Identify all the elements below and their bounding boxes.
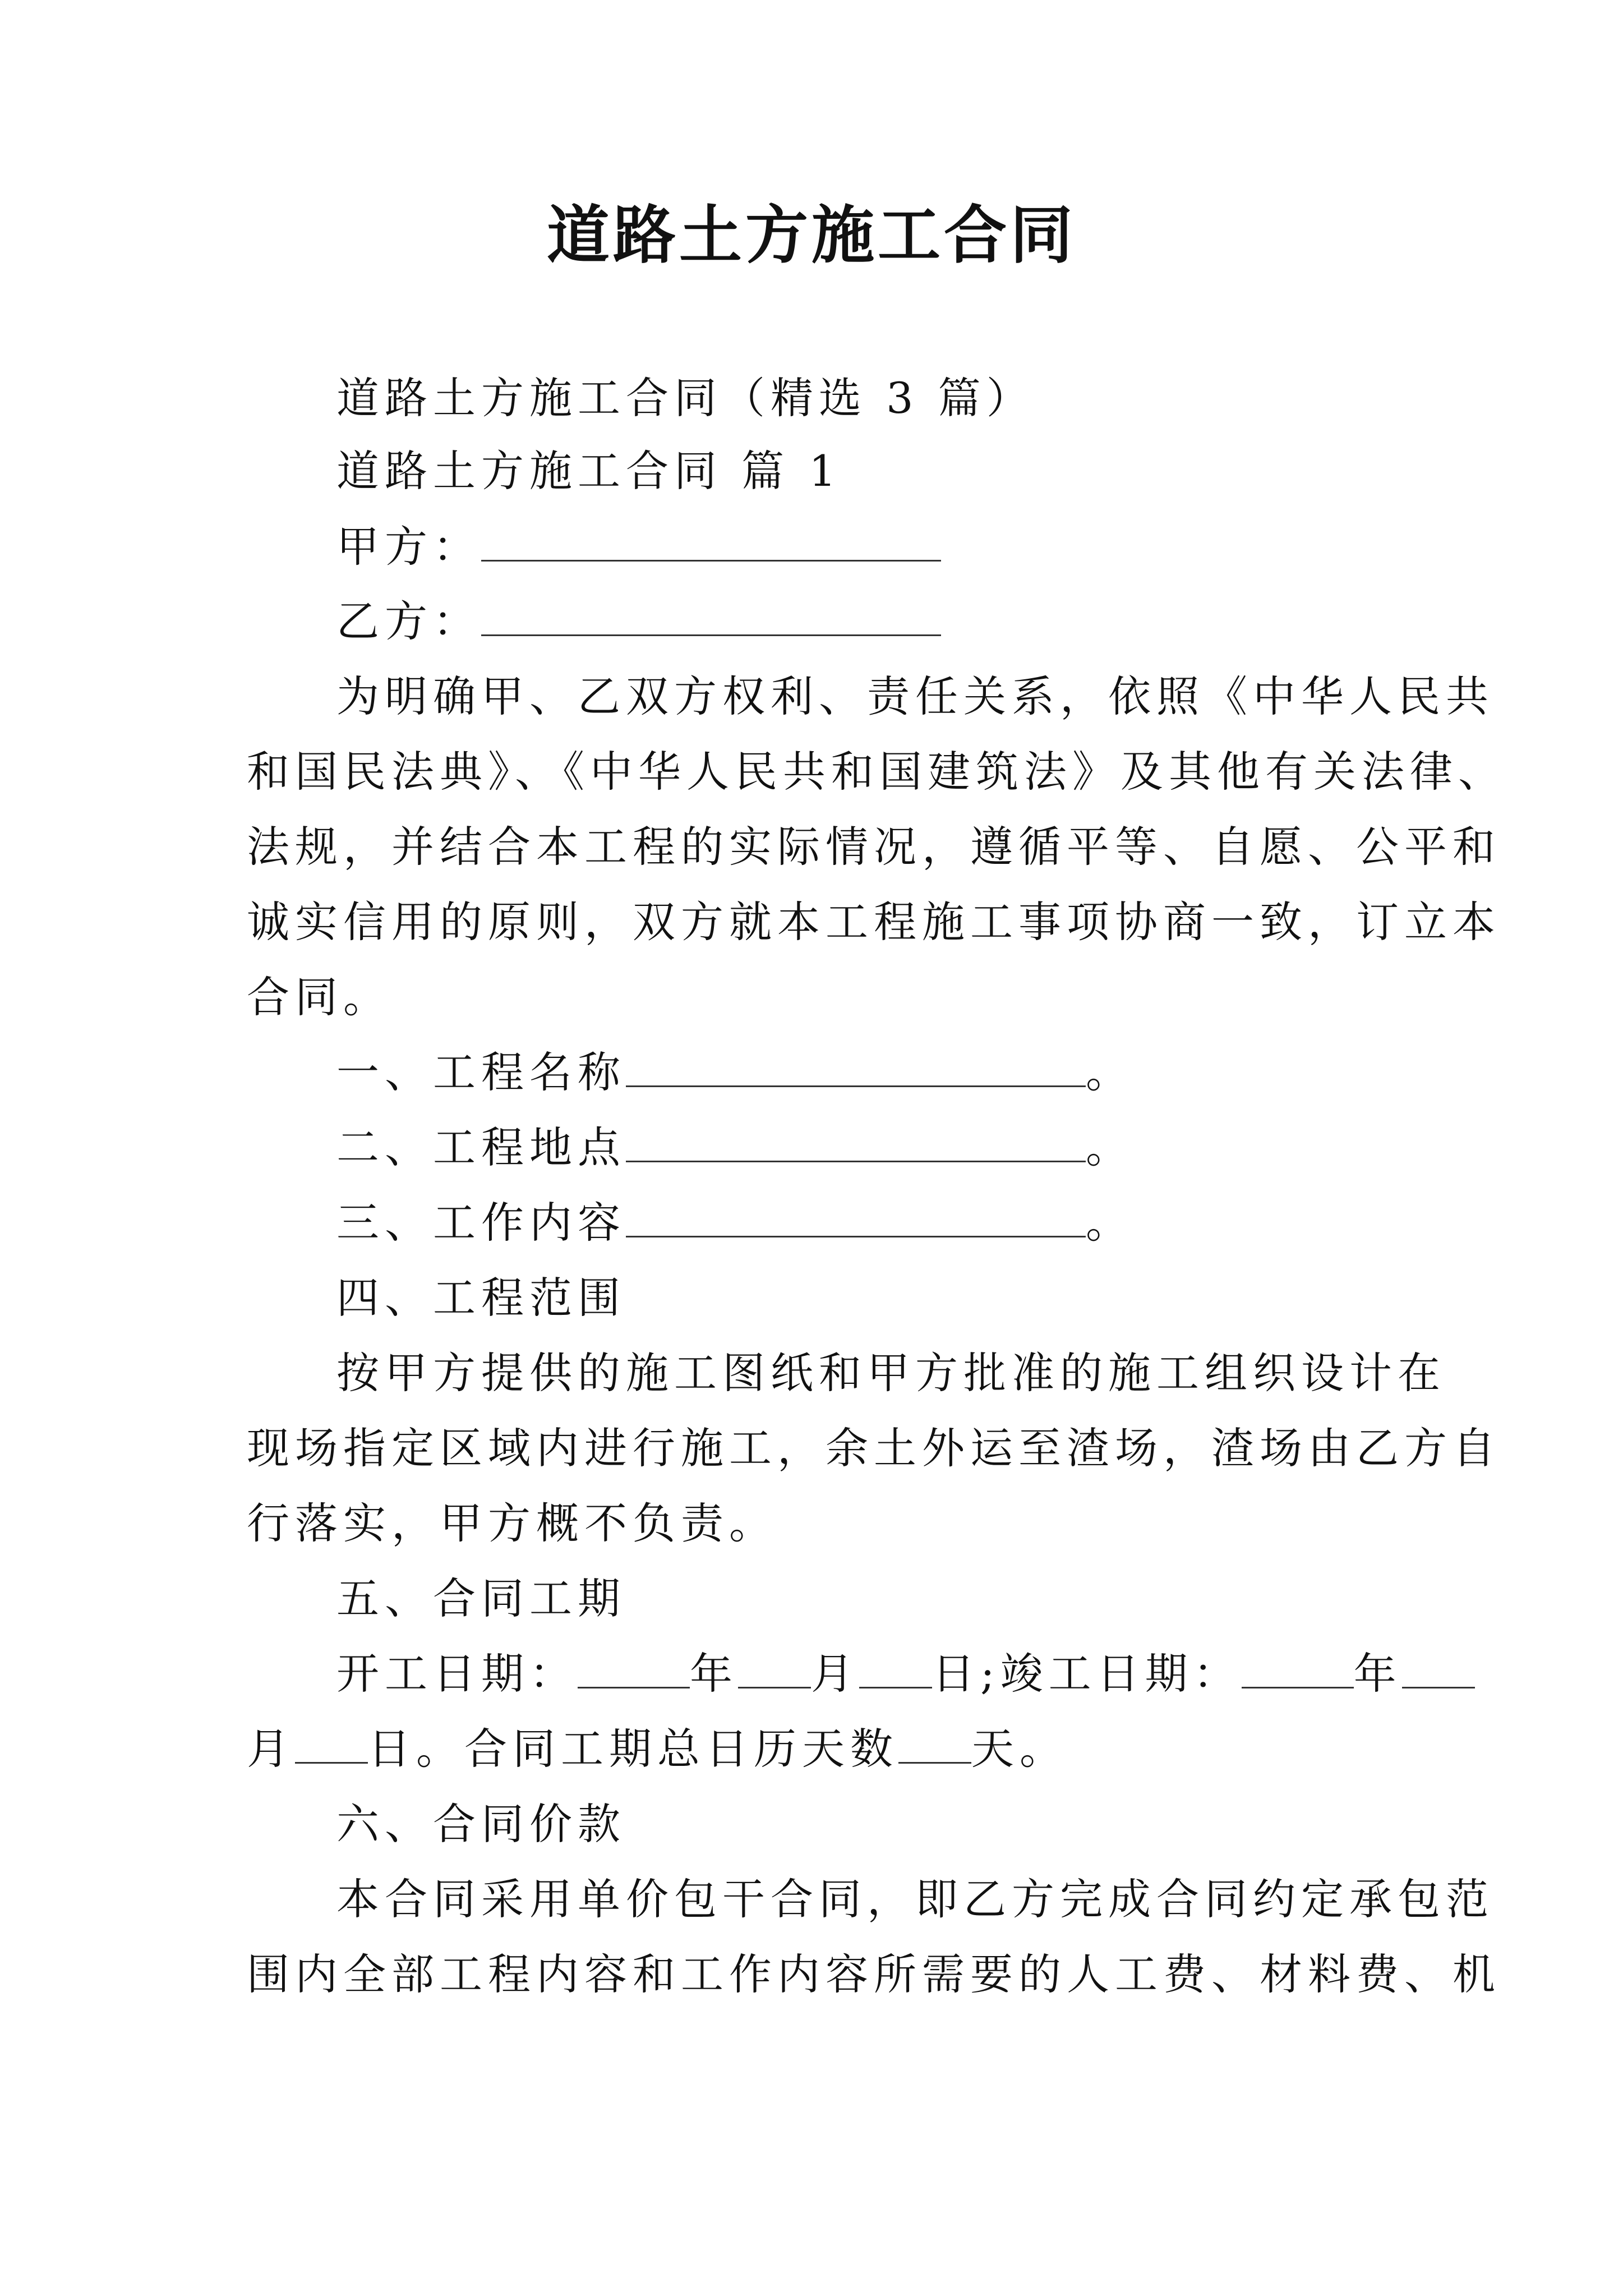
item4-heading: 四、工程范围 (336, 1273, 626, 1323)
schedule-days-unit: 天。 (971, 1724, 1068, 1774)
price-line-2: 围内全部工程内容和工作内容所需要的人工费、材料费、机 (247, 1949, 1501, 1999)
item6-heading: 六、合同价款 (336, 1799, 626, 1849)
end-month-unit: 月 (247, 1724, 295, 1774)
item2-period: 。 (1086, 1122, 1134, 1172)
schedule-line-2 (247, 1721, 1385, 1777)
schedule-total-text: 日。合同工期总日历天数 (368, 1724, 898, 1774)
total-days-blank (898, 1723, 971, 1764)
end-month-blank-a (1402, 1648, 1475, 1688)
item1-period: 。 (1086, 1047, 1134, 1097)
scope-line-2: 现场指定区域内进行施工，余土外运至渣场，渣场由乙方自 (247, 1423, 1501, 1473)
item5-heading: 五、合同工期 (336, 1573, 626, 1623)
project-name-blank (626, 1046, 1086, 1087)
start-month-blank (738, 1648, 811, 1688)
preamble-line-1: 为明确甲、乙双方权利、责任关系，依照《中华人民共 (336, 671, 1494, 721)
item3-label: 三、工作内容 (336, 1198, 626, 1248)
start-year-unit: 年 (690, 1649, 738, 1699)
item-project-location (336, 1120, 1385, 1176)
party-a-blank (481, 521, 941, 562)
start-day-blank (859, 1648, 932, 1688)
preamble-line-4: 诚实信用的原则，双方就本工程施工事项协商一致，订立本 (247, 897, 1501, 947)
document-title: 道路土方施工合同 (547, 199, 1076, 272)
preamble-line-3: 法规，并结合本工程的实际情况，遵循平等、自愿、公平和 (247, 822, 1501, 872)
item2-label: 二、工程地点 (336, 1122, 626, 1172)
party-a-label: 甲方： (336, 522, 481, 572)
preamble-line-5: 合同。 (247, 972, 391, 1022)
item3-period: 。 (1086, 1198, 1134, 1248)
schedule-line-1 (336, 1646, 1402, 1702)
scope-line-1: 按甲方提供的施工图纸和甲方批准的施工组织设计在 (336, 1348, 1446, 1398)
start-month-unit: 月 (811, 1649, 859, 1699)
item1-label: 一、工程名称 (336, 1047, 626, 1097)
party-b-blank (481, 595, 941, 636)
scope-line-3: 行落实，甲方概不负责。 (247, 1498, 777, 1548)
start-year-blank (578, 1648, 690, 1688)
section-heading: 道路土方施工合同 篇 1 (336, 446, 842, 496)
document-subtitle: 道路土方施工合同（精选 3 篇） (336, 373, 1035, 423)
work-content-blank (626, 1197, 1086, 1237)
party-a-line (336, 519, 1385, 575)
start-day-unit: 日; (932, 1649, 1000, 1699)
project-location-blank (626, 1121, 1086, 1162)
end-year-blank (1242, 1648, 1354, 1688)
end-year-unit: 年 (1353, 1649, 1402, 1699)
end-day-blank (295, 1723, 368, 1764)
party-b-label: 乙方： (336, 596, 481, 646)
item-work-content (336, 1195, 1385, 1251)
item-project-name (336, 1045, 1385, 1101)
preamble-line-2: 和国民法典》、《中华人民共和国建筑法》及其他有关法律、 (247, 747, 1506, 797)
price-line-1: 本合同采用单价包干合同，即乙方完成合同约定承包范 (336, 1874, 1494, 1924)
party-b-line (336, 593, 1385, 650)
start-date-label: 开工日期： (336, 1649, 578, 1699)
end-date-label: 竣工日期： (1000, 1649, 1242, 1699)
